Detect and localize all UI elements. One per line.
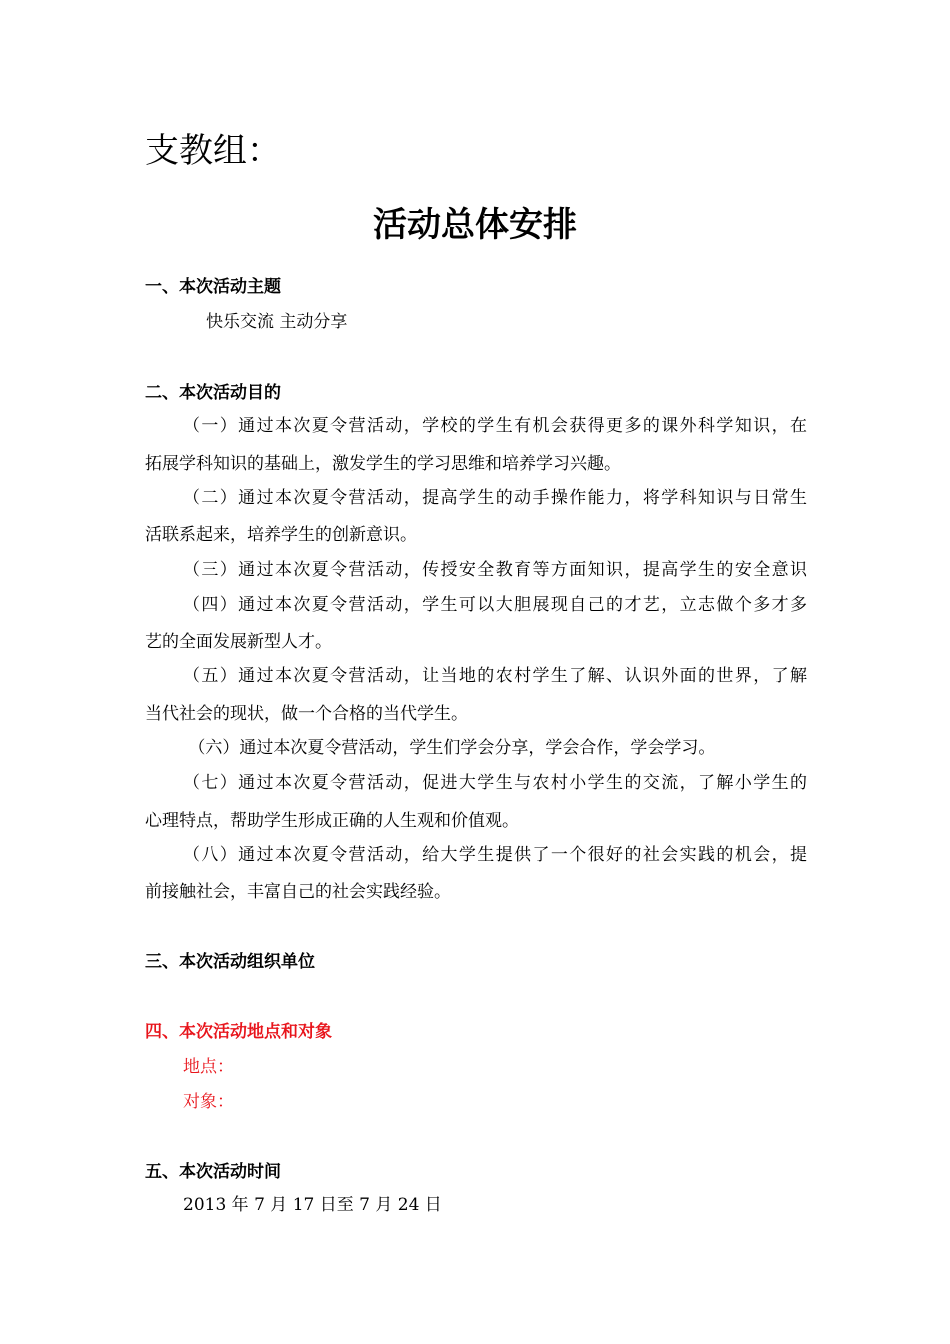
document-title: 活动总体安排 xyxy=(373,205,577,245)
activity-theme: 快乐交流 主动分享 xyxy=(206,312,348,332)
target-label: 对象： xyxy=(183,1092,234,1112)
purpose-3-line-1: （三）通过本次夏令营活动，传授安全教育等方面知识，提高学生的安全意识 xyxy=(183,560,807,580)
purpose-2-line-1: （二）通过本次夏令营活动，提高学生的动手操作能力，将学科知识与日常生 xyxy=(183,488,807,508)
section-4-heading: 四、本次活动地点和对象 xyxy=(145,1022,332,1042)
purpose-2-line-2: 活联系起来，培养学生的创新意识。 xyxy=(145,525,417,545)
purpose-7-line-1: （七）通过本次夏令营活动，促进大学生与农村小学生的交流，了解小学生的 xyxy=(183,773,807,793)
purpose-1-line-2: 拓展学科知识的基础上，激发学生的学习思维和培养学习兴趣。 xyxy=(145,454,621,474)
section-5-heading: 五、本次活动时间 xyxy=(145,1162,281,1182)
section-1-heading: 一、本次活动主题 xyxy=(145,277,281,297)
purpose-8-line-2: 前接触社会，丰富自己的社会实践经验。 xyxy=(145,882,451,902)
purpose-1-line-1: （一）通过本次夏令营活动，学校的学生有机会获得更多的课外科学知识，在 xyxy=(183,416,807,436)
group-title: 支教组： xyxy=(145,131,281,171)
purpose-4-line-2: 艺的全面发展新型人才。 xyxy=(145,632,332,652)
purpose-5-line-2: 当代社会的现状，做一个合格的当代学生。 xyxy=(145,704,468,724)
section-3-heading: 三、本次活动组织单位 xyxy=(145,952,315,972)
purpose-4-line-1: （四）通过本次夏令营活动，学生可以大胆展现自己的才艺，立志做个多才多 xyxy=(183,595,807,615)
purpose-7-line-2: 心理特点，帮助学生形成正确的人生观和价值观。 xyxy=(145,811,519,831)
purpose-6-line-1: （六）通过本次夏令营活动，学生们学会分享，学会合作，学会学习。 xyxy=(183,738,716,758)
place-label: 地点： xyxy=(183,1057,234,1077)
section-2-heading: 二、本次活动目的 xyxy=(145,383,281,403)
activity-time: 2013 年 7 月 17 日至 7 月 24 日 xyxy=(183,1195,442,1215)
purpose-8-line-1: （八）通过本次夏令营活动，给大学生提供了一个很好的社会实践的机会，提 xyxy=(183,845,807,865)
purpose-5-line-1: （五）通过本次夏令营活动，让当地的农村学生了解、认识外面的世界，了解 xyxy=(183,666,807,686)
